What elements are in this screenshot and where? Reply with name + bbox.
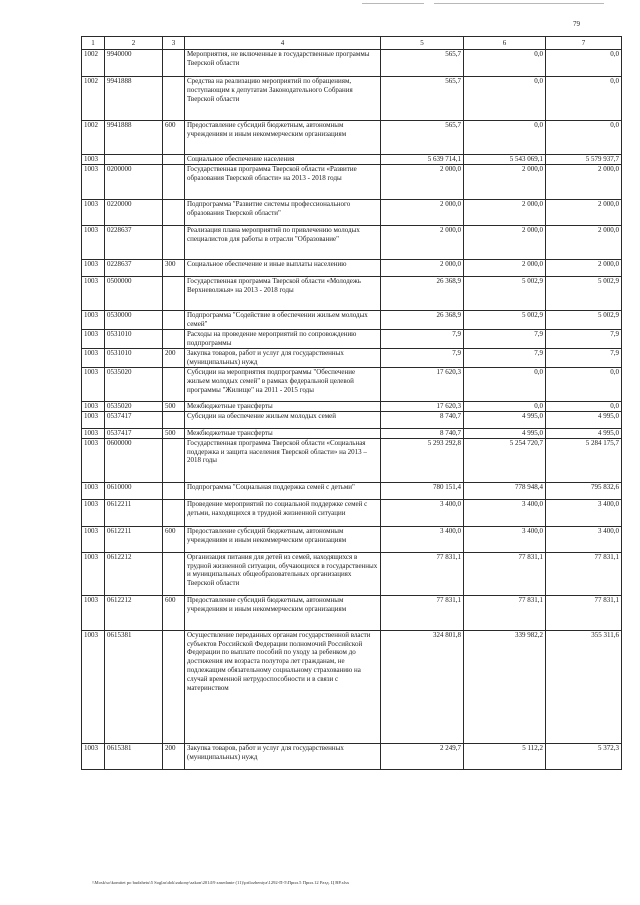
item-name: Расходы на проведение мероприятий по сопровождению подпрограммы (185, 329, 381, 348)
section-code: 1003 (82, 329, 105, 348)
amount-col7: 795 832,6 (546, 482, 622, 499)
item-name: Социальное обеспечение населения (185, 155, 381, 165)
amount-col5: 5 293 292,8 (381, 438, 464, 482)
table-row (82, 499, 622, 526)
amount-col6: 0,0 (464, 401, 546, 411)
table-row (82, 630, 622, 743)
expense-type (163, 499, 185, 526)
target-code: 0535020 (105, 401, 163, 411)
amount-col6: 2 000,0 (464, 259, 546, 276)
expense-type (163, 482, 185, 499)
header-cell: 6 (464, 37, 546, 50)
table-row (82, 401, 622, 411)
amount-col7: 0,0 (546, 77, 622, 121)
amount-col5: 77 831,1 (381, 552, 464, 595)
expense-type: 500 (163, 428, 185, 438)
item-name: Межбюджетные трансферты (185, 401, 381, 411)
amount-col6: 5 002,9 (464, 276, 546, 310)
table-row (82, 329, 622, 348)
amount-col7: 77 831,1 (546, 595, 622, 630)
amount-col6: 0,0 (464, 121, 546, 155)
expense-type (163, 411, 185, 428)
target-code: 0537417 (105, 411, 163, 428)
section-code: 1003 (82, 199, 105, 225)
item-name: Предоставление субсидий бюджетным, автономным учреждениям и иным некоммерческим организациям (185, 526, 381, 552)
amount-col6: 2 000,0 (464, 225, 546, 259)
expense-type: 600 (163, 526, 185, 552)
table-row (82, 50, 622, 77)
table-row (82, 259, 622, 276)
amount-col7: 2 000,0 (546, 199, 622, 225)
item-name: Межбюджетные трансферты (185, 428, 381, 438)
amount-col6: 0,0 (464, 50, 546, 77)
amount-col6: 7,9 (464, 348, 546, 367)
amount-col6: 2 000,0 (464, 164, 546, 199)
amount-col7: 355 311,6 (546, 630, 622, 743)
amount-col7: 7,9 (546, 348, 622, 367)
expense-type (163, 164, 185, 199)
expense-type: 500 (163, 401, 185, 411)
section-code: 1003 (82, 401, 105, 411)
target-code: 0615381 (105, 743, 163, 769)
amount-col5: 2 000,0 (381, 199, 464, 225)
item-name: Предоставление субсидий бюджетным, автономным учреждениям и иным некоммерческим организациям (185, 595, 381, 630)
amount-col7: 2 000,0 (546, 259, 622, 276)
amount-col5: 324 801,8 (381, 630, 464, 743)
amount-col7: 4 995,0 (546, 411, 622, 428)
target-code: 0228637 (105, 259, 163, 276)
table-row (82, 77, 622, 121)
target-code: 9941888 (105, 121, 163, 155)
table-row (82, 199, 622, 225)
section-code: 1003 (82, 310, 105, 329)
table-row (82, 276, 622, 310)
amount-col6: 77 831,1 (464, 552, 546, 595)
item-name: Проведение мероприятий по социальной поддержке семей с детьми, находящихся в трудной жизненной ситуации (185, 499, 381, 526)
amount-col6: 4 995,0 (464, 428, 546, 438)
header-cell: 5 (381, 37, 464, 50)
table-row (82, 438, 622, 482)
header-cell: 3 (163, 37, 185, 50)
header-row (82, 37, 622, 50)
amount-col7: 5 002,9 (546, 310, 622, 329)
page-number: 79 (573, 20, 580, 28)
amount-col5: 17 620,3 (381, 401, 464, 411)
amount-col5: 7,9 (381, 329, 464, 348)
target-code: 0220000 (105, 199, 163, 225)
amount-col6: 77 831,1 (464, 595, 546, 630)
target-code: 0537417 (105, 428, 163, 438)
expense-type (163, 329, 185, 348)
amount-col7: 77 831,1 (546, 552, 622, 595)
amount-col6: 0,0 (464, 367, 546, 401)
expense-type (163, 367, 185, 401)
table-row (82, 225, 622, 259)
amount-col6: 3 400,0 (464, 526, 546, 552)
amount-col5: 77 831,1 (381, 595, 464, 630)
amount-col7: 5 579 937,7 (546, 155, 622, 165)
file-path-footer: \\Mosk\so\komitet po budzhetu\5 Soglas\dok\zakony\zakon\2014\9 zasedanie (11)\prilozheniya\1292-П-5\Прил.5 Прил.12 Разд. Ц ВР.xlsx (92, 880, 350, 885)
amount-col5: 2 000,0 (381, 164, 464, 199)
table-row (82, 411, 622, 428)
amount-col6: 2 000,0 (464, 199, 546, 225)
amount-col5: 7,9 (381, 348, 464, 367)
item-name: Организация питания для детей из семей, находящихся в трудной жизненной ситуации, обучающихся в государственных и муниципальных общеобразовательных организациях Тверской области (185, 552, 381, 595)
section-code: 1003 (82, 225, 105, 259)
target-code (105, 155, 163, 165)
item-name: Социальное обеспечение и иные выплаты населению (185, 259, 381, 276)
section-code: 1003 (82, 348, 105, 367)
target-code: 0530000 (105, 310, 163, 329)
item-name: Реализация плана мероприятий по привлечению молодых специалистов для работы в отрасли "Образование" (185, 225, 381, 259)
expense-type (163, 50, 185, 77)
target-code: 0615381 (105, 630, 163, 743)
amount-col5: 26 368,9 (381, 310, 464, 329)
table-row (82, 526, 622, 552)
target-code: 0200000 (105, 164, 163, 199)
section-code: 1003 (82, 595, 105, 630)
expense-type: 200 (163, 743, 185, 769)
amount-col6: 3 400,0 (464, 499, 546, 526)
section-code: 1003 (82, 630, 105, 743)
expense-type (163, 155, 185, 165)
amount-col7: 0,0 (546, 50, 622, 77)
section-code: 1003 (82, 743, 105, 769)
section-code: 1003 (82, 259, 105, 276)
amount-col6: 5 254 720,7 (464, 438, 546, 482)
section-code: 1003 (82, 276, 105, 310)
expense-type (163, 199, 185, 225)
amount-col6: 0,0 (464, 77, 546, 121)
amount-col6: 339 982,2 (464, 630, 546, 743)
item-name: Подпрограмма "Социальная поддержка семей с детьми" (185, 482, 381, 499)
section-code: 1003 (82, 367, 105, 401)
item-name: Подпрограмма "Содействие в обеспечении жильем молодых семей" (185, 310, 381, 329)
amount-col7: 5 284 175,7 (546, 438, 622, 482)
item-name: Средства на реализацию мероприятий по обращениям, поступающим к депутатам Законодательного Собрания Тверской области (185, 77, 381, 121)
amount-col5: 26 368,9 (381, 276, 464, 310)
amount-col7: 0,0 (546, 401, 622, 411)
amount-col7: 7,9 (546, 329, 622, 348)
amount-col7: 2 000,0 (546, 164, 622, 199)
amount-col5: 2 249,7 (381, 743, 464, 769)
amount-col5: 780 151,4 (381, 482, 464, 499)
amount-col7: 0,0 (546, 367, 622, 401)
section-code: 1003 (82, 499, 105, 526)
amount-col5: 3 400,0 (381, 526, 464, 552)
amount-col5: 565,7 (381, 121, 464, 155)
amount-col6: 778 948,4 (464, 482, 546, 499)
target-code: 0610000 (105, 482, 163, 499)
table-row (82, 367, 622, 401)
expense-type: 600 (163, 595, 185, 630)
expense-type (163, 276, 185, 310)
table-row (82, 743, 622, 769)
amount-col5: 2 000,0 (381, 225, 464, 259)
amount-col5: 5 639 714,1 (381, 155, 464, 165)
target-code: 0531010 (105, 348, 163, 367)
target-code: 0535020 (105, 367, 163, 401)
table-row (82, 552, 622, 595)
section-code: 1003 (82, 164, 105, 199)
amount-col5: 8 740,7 (381, 411, 464, 428)
target-code: 0612212 (105, 552, 163, 595)
amount-col7: 3 400,0 (546, 526, 622, 552)
header-cell: 2 (105, 37, 163, 50)
section-code: 1003 (82, 526, 105, 552)
amount-col6: 5 002,9 (464, 310, 546, 329)
item-name: Подпрограмма "Развитие системы профессионального образования Тверской области" (185, 199, 381, 225)
item-name: Государственная программа Тверской области «Развитие образования Тверской области» на 2013 - 2018 годы (185, 164, 381, 199)
target-code: 0612211 (105, 499, 163, 526)
expense-type: 600 (163, 121, 185, 155)
section-code: 1003 (82, 438, 105, 482)
header-cell: 1 (82, 37, 105, 50)
item-name: Мероприятия, не включенные в государственные программы Тверской области (185, 50, 381, 77)
top-rule-right (434, 3, 604, 4)
amount-col6: 4 995,0 (464, 411, 546, 428)
table-row (82, 121, 622, 155)
amount-col5: 2 000,0 (381, 259, 464, 276)
amount-col7: 4 995,0 (546, 428, 622, 438)
target-code: 0500000 (105, 276, 163, 310)
amount-col5: 17 620,3 (381, 367, 464, 401)
target-code: 0600000 (105, 438, 163, 482)
section-code: 1002 (82, 77, 105, 121)
table-row (82, 428, 622, 438)
section-code: 1002 (82, 50, 105, 77)
expense-type: 200 (163, 348, 185, 367)
amount-col5: 565,7 (381, 50, 464, 77)
amount-col5: 3 400,0 (381, 499, 464, 526)
table-row (82, 310, 622, 329)
section-code: 1003 (82, 552, 105, 595)
target-code: 9940000 (105, 50, 163, 77)
section-code: 1003 (82, 155, 105, 165)
table-row (82, 155, 622, 165)
item-name: Субсидии на обеспечение жильем молодых семей (185, 411, 381, 428)
amount-col7: 2 000,0 (546, 225, 622, 259)
item-name: Государственная программа Тверской области «Социальная поддержка и защита населения Тверской области» на 2013 – 2018 годы (185, 438, 381, 482)
table-row (82, 348, 622, 367)
amount-col6: 5 112,2 (464, 743, 546, 769)
section-code: 1002 (82, 121, 105, 155)
item-name: Закупка товаров, работ и услуг для государственных (муниципальных) нужд (185, 348, 381, 367)
amount-col5: 565,7 (381, 77, 464, 121)
item-name: Закупка товаров, работ и услуг для государственных (муниципальных) нужд (185, 743, 381, 769)
amount-col5: 8 740,7 (381, 428, 464, 438)
table-row (82, 595, 622, 630)
section-code: 1003 (82, 482, 105, 499)
header-cell: 4 (185, 37, 381, 50)
item-name: Государственная программа Тверской области «Молодежь Верхневолжья» на 2013 - 2018 годы (185, 276, 381, 310)
expense-type (163, 630, 185, 743)
item-name: Субсидии на мероприятия подпрограммы "Обеспечение жильем молодых семей" в рамках федеральной целевой программы "Жилище" на 2011 - 2015 годы (185, 367, 381, 401)
amount-col7: 5 002,9 (546, 276, 622, 310)
amount-col7: 5 372,3 (546, 743, 622, 769)
expense-type (163, 225, 185, 259)
header-cell: 7 (546, 37, 622, 50)
amount-col6: 5 543 069,1 (464, 155, 546, 165)
target-code: 0612212 (105, 595, 163, 630)
expense-type (163, 438, 185, 482)
table-row (82, 164, 622, 199)
expense-type: 300 (163, 259, 185, 276)
expense-type (163, 77, 185, 121)
amount-col6: 7,9 (464, 329, 546, 348)
expense-type (163, 552, 185, 595)
target-code: 0612211 (105, 526, 163, 552)
table-row (82, 482, 622, 499)
target-code: 0531010 (105, 329, 163, 348)
item-name: Предоставление субсидий бюджетным, автономным учреждениям и иным некоммерческим организациям (185, 121, 381, 155)
item-name: Осуществление переданных органам государственной власти субъектов Российской Федерации полномочий Российской Федерации по выплате пособий по уходу за ребенком до достижения им возраста полутора лет гражданам, не подлежащим обязательному социальному страхованию на случай временной нетрудоспособности и в связи с материнством (185, 630, 381, 743)
section-code: 1003 (82, 428, 105, 438)
amount-col7: 0,0 (546, 121, 622, 155)
amount-col7: 3 400,0 (546, 499, 622, 526)
section-code: 1003 (82, 411, 105, 428)
target-code: 0228637 (105, 225, 163, 259)
budget-table (81, 36, 622, 770)
top-rule-left (362, 3, 424, 4)
target-code: 9941888 (105, 77, 163, 121)
expense-type (163, 310, 185, 329)
